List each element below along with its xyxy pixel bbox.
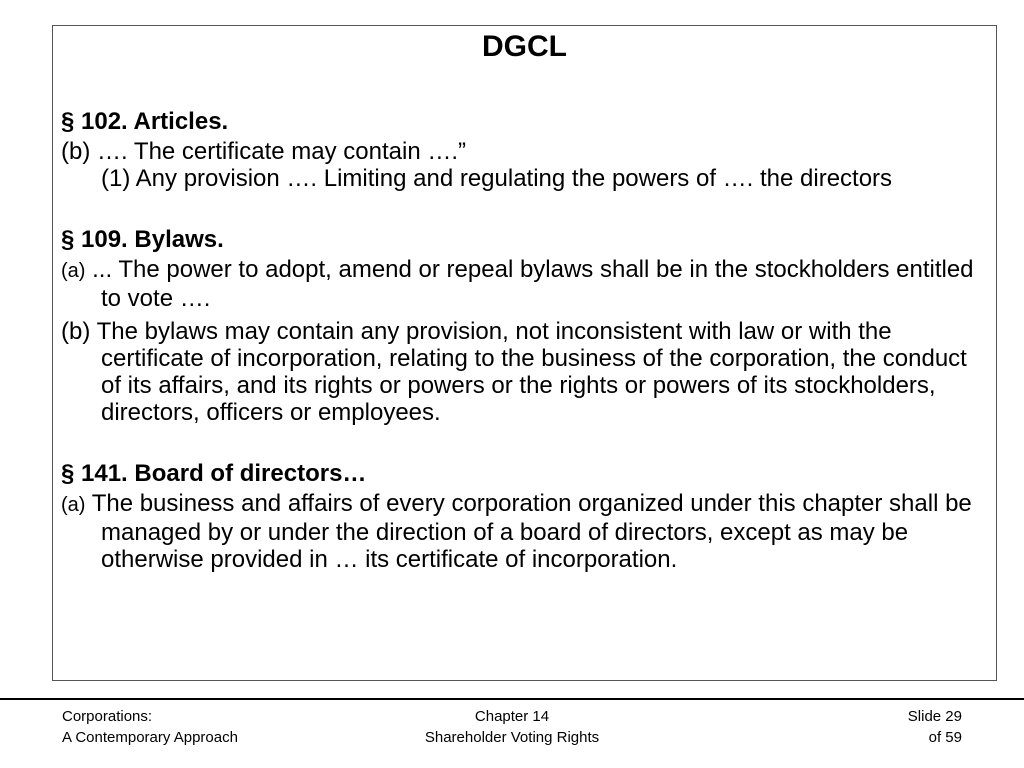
- section-109-clause-b: (b) The bylaws may contain any provision, not inconsistent with law or with the certificate of incorporation, relating to the business of the corporation, the conduct of its affairs, and its rights or powers or the rights or powers of its stockholders, directors, officers or employees.: [61, 318, 967, 426]
- footer-center: [362, 706, 662, 748]
- section-109-clause-a-text: ... The power to adopt, amend or repeal bylaws shall be in the stockholders entitled to vote ….: [85, 256, 974, 312]
- footer-slide-total: of 59: [928, 729, 962, 746]
- section-109-clause-a: [61, 256, 981, 312]
- slide-title: DGCL: [482, 30, 567, 63]
- footer-book-title: Corporations:: [62, 708, 153, 725]
- footer-left: [62, 706, 238, 748]
- footer-divider: [0, 698, 1024, 700]
- section-102-clause-b: (b) …. The certificate may contain ….”: [61, 138, 467, 165]
- slide-content-box: [52, 25, 997, 681]
- footer-right: [908, 706, 962, 748]
- section-141-heading: § 141. Board of directors…: [61, 460, 367, 487]
- footer-chapter: Chapter 14: [474, 708, 550, 725]
- section-102-clause-1: (1) Any provision …. Limiting and regulating the powers of …. the directors: [101, 165, 893, 192]
- clause-a-label: (a): [61, 494, 86, 516]
- section-141-clause-a: [61, 490, 981, 573]
- section-102-heading: § 102. Articles.: [61, 108, 229, 135]
- footer-slide-number: Slide 29: [907, 708, 962, 725]
- spacer: [61, 426, 981, 458]
- footer-book-subtitle: A Contemporary Approach: [62, 729, 238, 746]
- spacer: [61, 192, 981, 224]
- section-141-clause-a-text: The business and affairs of every corporation organized under this chapter shall be managed by or under the direction of a board of directors, except as may be otherwise provided in … its certificate of incorporation.: [85, 490, 972, 573]
- slide-body: [61, 106, 981, 573]
- section-109-heading: § 109. Bylaws.: [61, 226, 224, 253]
- clause-a-label: (a): [61, 260, 86, 282]
- footer-chapter-title: Shareholder Voting Rights: [424, 729, 600, 746]
